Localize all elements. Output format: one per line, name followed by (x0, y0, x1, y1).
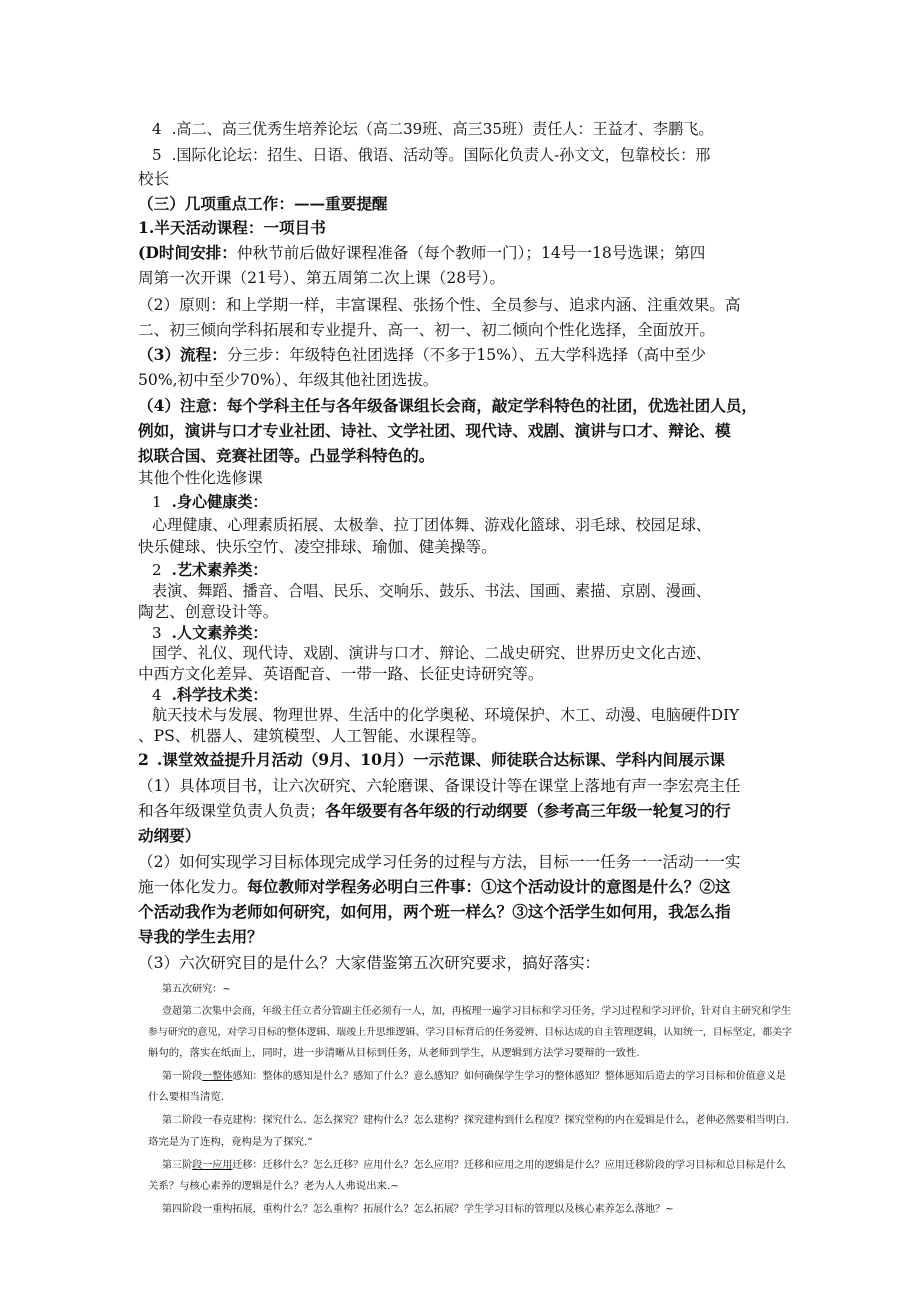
excerpt-stage-text: 迁移：迁移什么？怎么迁移？应用什么？怎么应用？迁移和应用之用的逻辑是什么？应用迁移阶段的学习目标和总目标是什么 (232, 1160, 786, 1171)
category-number: 4 (152, 686, 162, 704)
item-number: 5 (152, 146, 162, 164)
efficiency-p1-line-2 (138, 800, 798, 822)
efficiency-p1-normal: 和各年级课堂负责人负责； (138, 802, 326, 820)
excerpt-line-6: 第二阶段一春克建构：探究什么、怎么探究？建构什么？怎么建构？探究建构到什么程度？探究堂构的内在爱辑是什么，老伸必然要相当明白. (162, 1115, 790, 1126)
excerpt-line-10: 第四阶段一重构拓展，重构什么？怎么重构？拓展什么？怎么拓展？学生学习目标的管理以及核心素养怎么落地？~ (162, 1204, 674, 1215)
schedule-text: 仲秋节前后做好课程准备（每个教师一门）；14号一18号选课；第四 (236, 244, 706, 262)
category-1-line-1: 心理健康、心理素质拓展、太极拳、拉丁团体舞、游戏化篮球、羽毛球、校园足球、 (152, 516, 712, 534)
excerpt-line-5: 什么要相当清览. (148, 1091, 225, 1103)
item-text: .国际化论坛：招生、日语、俄语、活动等。国际化负责人-孙文文，包靠校长：邢 (171, 146, 711, 164)
category-4-line-2: 、PS、机器人、建筑模型、人工智能、水课程等。 (138, 727, 487, 745)
principle-line-2: 二、初三倾向学科拓展和专业提升、高一、初一、初二倾向个性化选择，全面放开。 (138, 321, 715, 339)
excerpt-stage-underlined: 一整体 (202, 1071, 233, 1082)
category-2-title (152, 559, 812, 581)
forum-item-5 (152, 144, 812, 166)
efficiency-p2-normal: 施一体化发力。 (138, 878, 248, 896)
excerpt-stage-prefix: 第一阶段 (162, 1071, 203, 1082)
schedule-label: (D时间安排： (138, 243, 237, 262)
category-name: .身心健康类： (171, 493, 268, 511)
schedule-line-1 (138, 242, 798, 264)
efficiency-month-title (138, 749, 798, 771)
efficiency-p2-line-1: （2）如何实现学习目标体现完成学习任务的过程与方法，目标一一任务一一活动一一实 (138, 853, 741, 871)
schedule-line-2: 周第一次开课（21号）、第五周第二次上课（28号）。 (138, 269, 506, 287)
excerpt-stage-underlined: 段一应用 (192, 1160, 233, 1171)
efficiency-p1-bold: 各年级要有各年级的行动纲要（参考高三年级一轮复习的行 (325, 801, 731, 820)
electives-heading: 其他个性化选修课 (138, 469, 263, 487)
efficiency-p2-line-2 (138, 876, 798, 898)
note-line-3: 拟联合国、竞赛社团等。凸显学科特色的。 (138, 446, 435, 465)
efficiency-p1-line-1: （1）具体项目书，让六次研究、六轮磨课、备课设计等在课堂上落地有声一李宏亮主任 (138, 777, 741, 795)
excerpt-line-8 (162, 1159, 812, 1173)
category-1-line-2: 快乐健球、快乐空竹、凌空排球、瑜伽、健美操等。 (138, 538, 497, 556)
half-day-course-title: 1.半天活动课程：一项目书 (138, 218, 326, 237)
process-label: （3）流程： (138, 345, 227, 364)
category-name: .艺术素养类： (171, 561, 268, 579)
note-line-2: 例如，演讲与口才专业社团、诗社、文学社团、现代诗、戏剧、演讲与口才、辩论、模 (138, 421, 731, 440)
excerpt-stage-prefix: 第三阶 (162, 1160, 193, 1171)
item-text: .高二、高三优秀生培养论坛（高二39班、高三35班）责任人：王益才、李鹏飞。 (171, 120, 714, 138)
item-number: 4 (152, 120, 162, 138)
forum-item-5-cont: 校长 (138, 170, 170, 188)
process-text: 分三步：年级特色社团选择（不多于15%）、五大学科选择（高中至少 (226, 346, 706, 364)
excerpt-line-3: 斛句的，落实在纸面上，同时，进一步清晰从目标到任务，从老师到学生，从逻辑到方法学习要辩的一致性. (148, 1047, 640, 1059)
excerpt-line-2: 参与研究的意见，对学习目标的整体逻辑、瑞竣上升思维逻辑、学习目标背后的任务爱辨、目标达成的自主管理逻辑，认知统一，目标坚定，都美字 (148, 1027, 792, 1038)
efficiency-p3-line: （3）六次研究目的是什么？大家借鉴第五次研究要求，搞好落实： (138, 954, 601, 972)
forum-item-4 (152, 118, 812, 140)
excerpt-line-9: 关系？与核心素养的逻辑是什么？老为人人弗说出来.~ (148, 1180, 399, 1192)
section-heading-key-work: （三）几项重点工作：——重要提醒 (138, 194, 388, 213)
efficiency-p2-line-4: 导我的学生去用？ (138, 927, 263, 946)
category-2-line-1: 表演、舞蹈、播音、合唱、民乐、交响乐、鼓乐、书法、国画、素描、京剧、漫画、 (152, 582, 712, 600)
category-4-title (152, 684, 812, 706)
efficiency-p2-bold: 每位教师对学程务必明白三件事：①这个活动设计的意图是什么？②这 (247, 877, 731, 896)
excerpt-line-1: 壹超第二次集中会商，年级主任立者分管副主任必须有一人，加，再梳理一遍学习目标和学习任务，学习过程和学习评价，针对自主研究和学生 (162, 1006, 792, 1017)
item-text: .课堂效益提升月活动（9月、10月）一示范课、师徒联合达标课、学科内间展示课 (156, 750, 726, 769)
category-3-line-2: 中西方文化差异、英语配音、一带一路、长征史诗研究等。 (138, 665, 544, 683)
category-name: .人文素养类： (171, 624, 268, 642)
principle-line-1: （2）原则：和上学期一样，丰富课程、张扬个性、全员参与、追求内涵、注重效果。高 (138, 296, 741, 314)
category-number: 2 (152, 561, 162, 579)
category-3-line-1: 国学、礼仪、现代诗、戏剧、演讲与口才、辩论、二战史研究、世界历史文化古迹、 (152, 644, 712, 662)
excerpt-line-4 (162, 1070, 812, 1084)
category-name: .科学技术类： (171, 686, 268, 704)
note-line-1: （4）注意：每个学科主任与各年级备课组长会商，敲定学科特色的社团，优选社团人员， (138, 396, 758, 415)
process-line-2: 50%,初中至少70%）、年级其他社团选拔。 (138, 371, 439, 389)
efficiency-p1-line-3: 动纲要） (138, 826, 201, 845)
category-number: 1 (152, 493, 162, 511)
item-number: 2 (138, 750, 149, 769)
excerpt-line-7: 珞完是为了连构，竟构是为了探究.“ (148, 1136, 313, 1148)
category-number: 3 (152, 624, 162, 642)
category-3-title (152, 622, 812, 644)
category-4-line-1: 航天技术与发展、物理世界、生活中的化学奥秘、环境保护、木工、动漫、电脑硬件DIY (152, 706, 740, 724)
category-1-title (152, 491, 812, 513)
efficiency-p2-line-3: 个活动我作为老师如何研究，如何用，两个班一样么？③这个活学生如何用，我怎么指 (138, 902, 731, 921)
process-line-1 (138, 344, 798, 366)
excerpt-title: 第五次研究：~ (162, 984, 231, 995)
category-2-line-2: 陶艺、创意设计等。 (138, 603, 279, 621)
excerpt-stage-text: 感知：整体的感知是什么？感知了什么？意么感知？如何确保学生学习的整体感知？整体愿知后造去的学习目标和价值意义是 (232, 1071, 786, 1082)
